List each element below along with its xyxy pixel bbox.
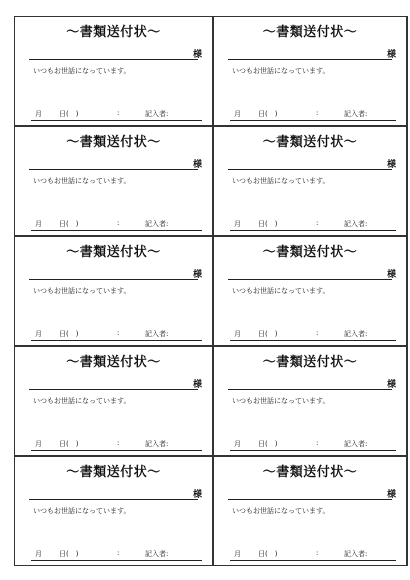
card-footer bbox=[31, 439, 202, 449]
time-separator: : bbox=[316, 439, 319, 447]
greeting-text: いつもお世話になっています。 bbox=[232, 67, 330, 75]
transmittal-card bbox=[14, 126, 213, 236]
day-label: 日( ) bbox=[258, 440, 278, 448]
footer-underline bbox=[230, 560, 396, 561]
transmittal-card bbox=[14, 456, 213, 566]
recipient-name-line bbox=[29, 499, 198, 500]
writer-label: 記入者: bbox=[145, 550, 169, 558]
footer-underline bbox=[230, 340, 396, 341]
recipient-name-line bbox=[29, 59, 198, 60]
writer-label: 記入者: bbox=[145, 220, 169, 228]
recipient-honorific: 様 bbox=[192, 490, 202, 500]
writer-label: 記入者: bbox=[344, 550, 368, 558]
recipient-honorific: 様 bbox=[386, 270, 396, 280]
footer-underline bbox=[31, 120, 202, 121]
recipient-honorific: 様 bbox=[192, 160, 202, 170]
recipient-name-line bbox=[228, 389, 392, 390]
card-title: 〜書類送付状〜 bbox=[66, 245, 161, 260]
greeting-text: いつもお世話になっています。 bbox=[33, 177, 131, 185]
writer-label: 記入者: bbox=[344, 110, 368, 118]
recipient-honorific: 様 bbox=[192, 50, 202, 60]
writer-label: 記入者: bbox=[145, 110, 169, 118]
card-footer bbox=[230, 549, 396, 559]
card-footer bbox=[31, 329, 202, 339]
day-label: 日( ) bbox=[59, 440, 79, 448]
time-separator: : bbox=[117, 109, 120, 117]
time-separator: : bbox=[316, 219, 319, 227]
card-footer bbox=[230, 109, 396, 119]
card-title: 〜書類送付状〜 bbox=[66, 355, 161, 370]
footer-underline bbox=[31, 340, 202, 341]
transmittal-card bbox=[14, 236, 213, 346]
day-label: 日( ) bbox=[258, 550, 278, 558]
greeting-text: いつもお世話になっています。 bbox=[33, 507, 131, 515]
time-separator: : bbox=[316, 329, 319, 337]
month-label: 月 bbox=[234, 110, 241, 118]
greeting-text: いつもお世話になっています。 bbox=[33, 287, 131, 295]
month-label: 月 bbox=[35, 550, 42, 558]
day-label: 日( ) bbox=[59, 550, 79, 558]
greeting-text: いつもお世話になっています。 bbox=[33, 397, 131, 405]
recipient-honorific: 様 bbox=[192, 270, 202, 280]
transmittal-card bbox=[213, 126, 408, 236]
greeting-text: いつもお世話になっています。 bbox=[33, 67, 131, 75]
day-label: 日( ) bbox=[258, 110, 278, 118]
writer-label: 記入者: bbox=[344, 440, 368, 448]
card-footer bbox=[31, 109, 202, 119]
time-separator: : bbox=[316, 549, 319, 557]
greeting-text: いつもお世話になっています。 bbox=[232, 507, 330, 515]
footer-underline bbox=[230, 450, 396, 451]
recipient-name-line bbox=[228, 499, 392, 500]
day-label: 日( ) bbox=[59, 110, 79, 118]
writer-label: 記入者: bbox=[344, 220, 368, 228]
transmittal-card bbox=[213, 236, 408, 346]
month-label: 月 bbox=[35, 220, 42, 228]
card-title: 〜書類送付状〜 bbox=[262, 25, 358, 40]
recipient-honorific: 様 bbox=[192, 380, 202, 390]
card-title: 〜書類送付状〜 bbox=[66, 25, 161, 40]
time-separator: : bbox=[117, 329, 120, 337]
card-footer bbox=[31, 219, 202, 229]
month-label: 月 bbox=[234, 440, 241, 448]
card-title: 〜書類送付状〜 bbox=[262, 465, 358, 480]
day-label: 日( ) bbox=[258, 220, 278, 228]
transmittal-card bbox=[213, 346, 408, 456]
day-label: 日( ) bbox=[59, 220, 79, 228]
writer-label: 記入者: bbox=[145, 440, 169, 448]
month-label: 月 bbox=[35, 110, 42, 118]
recipient-honorific: 様 bbox=[386, 50, 396, 60]
recipient-name-line bbox=[29, 389, 198, 390]
card-footer bbox=[31, 549, 202, 559]
card-title: 〜書類送付状〜 bbox=[66, 135, 161, 150]
card-footer bbox=[230, 439, 396, 449]
month-label: 月 bbox=[35, 330, 42, 338]
month-label: 月 bbox=[234, 330, 241, 338]
footer-underline bbox=[31, 450, 202, 451]
recipient-honorific: 様 bbox=[386, 490, 396, 500]
transmittal-card bbox=[14, 346, 213, 456]
month-label: 月 bbox=[234, 550, 241, 558]
recipient-honorific: 様 bbox=[386, 380, 396, 390]
writer-label: 記入者: bbox=[145, 330, 169, 338]
recipient-name-line bbox=[228, 169, 392, 170]
card-title: 〜書類送付状〜 bbox=[262, 355, 358, 370]
time-separator: : bbox=[316, 109, 319, 117]
time-separator: : bbox=[117, 549, 120, 557]
month-label: 月 bbox=[234, 220, 241, 228]
card-footer bbox=[230, 219, 396, 229]
recipient-name-line bbox=[228, 279, 392, 280]
transmittal-card bbox=[14, 16, 213, 126]
writer-label: 記入者: bbox=[344, 330, 368, 338]
recipient-name-line bbox=[228, 59, 392, 60]
time-separator: : bbox=[117, 439, 120, 447]
greeting-text: いつもお世話になっています。 bbox=[232, 397, 330, 405]
card-title: 〜書類送付状〜 bbox=[66, 465, 161, 480]
month-label: 月 bbox=[35, 440, 42, 448]
time-separator: : bbox=[117, 219, 120, 227]
card-footer bbox=[230, 329, 396, 339]
footer-underline bbox=[230, 120, 396, 121]
recipient-honorific: 様 bbox=[386, 160, 396, 170]
greeting-text: いつもお世話になっています。 bbox=[232, 287, 330, 295]
greeting-text: いつもお世話になっています。 bbox=[232, 177, 330, 185]
day-label: 日( ) bbox=[258, 330, 278, 338]
transmittal-card-sheet bbox=[14, 16, 408, 566]
card-title: 〜書類送付状〜 bbox=[262, 135, 358, 150]
transmittal-card bbox=[213, 16, 408, 126]
footer-underline bbox=[31, 230, 202, 231]
card-title: 〜書類送付状〜 bbox=[262, 245, 358, 260]
recipient-name-line bbox=[29, 169, 198, 170]
transmittal-card bbox=[213, 456, 408, 566]
recipient-name-line bbox=[29, 279, 198, 280]
footer-underline bbox=[31, 560, 202, 561]
day-label: 日( ) bbox=[59, 330, 79, 338]
footer-underline bbox=[230, 230, 396, 231]
